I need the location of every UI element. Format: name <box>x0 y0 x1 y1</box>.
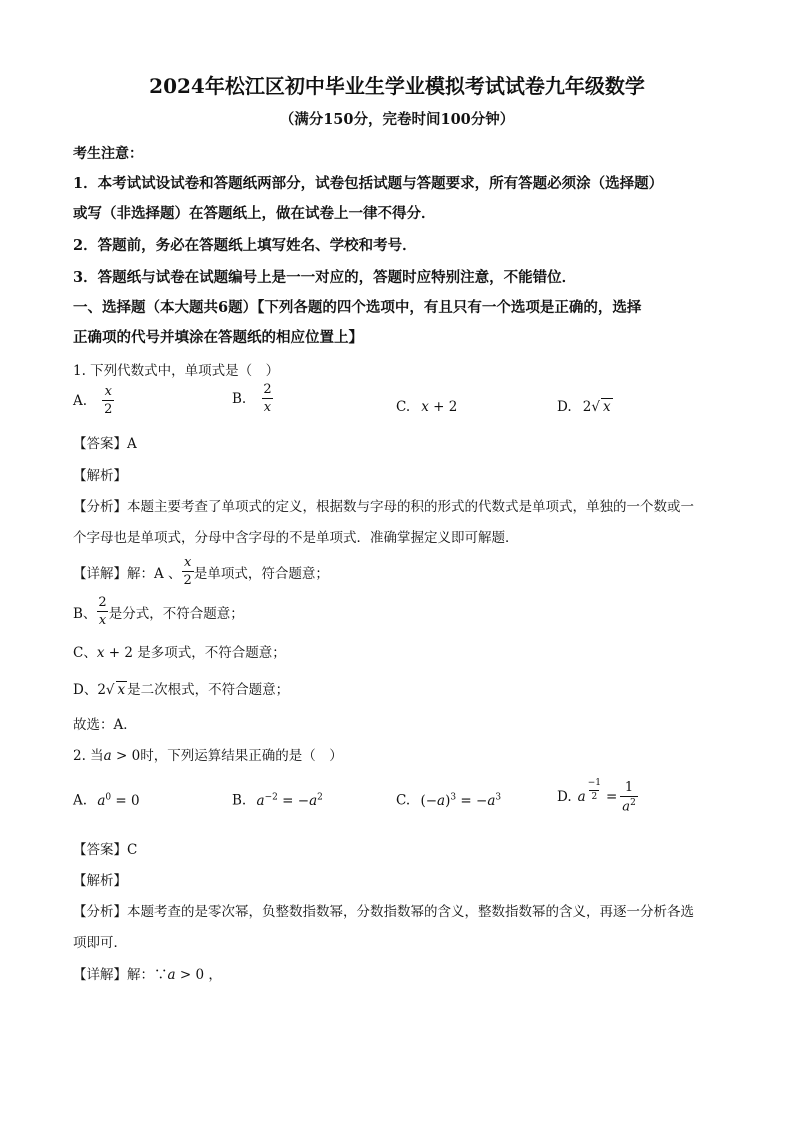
q2-option-d-exponent: $\frac{-1}{2}$ <box>587 777 601 802</box>
exam-subtitle: （满分150分，完卷时间100分钟） <box>279 111 515 128</box>
q1-option-a-label: A. <box>73 393 88 409</box>
q2-answer <box>73 838 137 858</box>
q1-option-b <box>232 383 274 414</box>
q1-detail-d: D、2√ x 是二次根式，不符合题意； <box>73 682 290 698</box>
notice-line-3: 3．答题纸与试卷在试题编号上是一一对应的，答题时应特别注意，不能错位． <box>73 269 577 286</box>
q2-detail-text: 解：∵ <box>127 967 168 983</box>
q1-option-a <box>73 385 114 416</box>
q1-detail-b-pre: B、 <box>73 605 97 622</box>
q1-detail-a-post: 是单项式，符合题意； <box>193 565 329 582</box>
q2-option-d: D. a $\frac{-1}{2}$ = $\frac{1}{a^2}$ <box>557 777 636 815</box>
q1-detail-b <box>73 596 244 627</box>
q1-option-b-fraction: $\frac{2}{x}$ <box>263 382 272 415</box>
q1-detail-a <box>73 556 329 587</box>
q2-detail-tag: 【详解】 <box>73 967 127 983</box>
q2-fenxi-line-2: 项即可． <box>73 935 127 951</box>
q1-option-b-label: B. <box>232 391 247 407</box>
q1-fenxi-text-1: 本题主要考查了单项式的定义，根据数与字母的积的形式的代数式是单项式，单独的一个数或一 <box>127 499 694 515</box>
q1-detail-tag: 【详解】 <box>73 565 127 582</box>
q1-option-d-label: D. <box>557 399 572 415</box>
q1-conclusion: 故选：A． <box>73 717 137 733</box>
q2-option-d-label: D. <box>557 789 572 806</box>
q1-fenxi-line-1 <box>73 495 694 515</box>
notice-line-2: 2．答题前，务必在答题纸上填写姓名、学校和考号． <box>73 237 417 254</box>
q1-detail-c-post: 是多项式，不符合题意； <box>137 645 286 661</box>
q1-option-c: C. x + 2 <box>396 399 458 415</box>
q2-fenxi-text-1: 本题考查的是零次幂，负整数指数幂，分数指数幂的含义，整数指数幂的含义，再逐一分析各选 <box>127 904 694 920</box>
notice-line-1a: 1．本考试试设试卷和答题纸两部分，试卷包括试题与答题要求，所有答题必须涂（选择题） <box>73 175 664 192</box>
q2-analysis-tag: 【解析】 <box>73 873 127 889</box>
q2-detail: 【详解】解：∵a > 0 ， <box>73 967 222 983</box>
q2-option-d-fraction: $\frac{1}{a^2}$ <box>622 780 636 815</box>
q1-stem: 1. 下列代数式中，单项式是（ ） <box>73 363 280 379</box>
q1-answer-value: A <box>127 436 137 452</box>
q2-answer-value: C <box>127 842 138 858</box>
q1-detail-a-pre: 解：A 、 <box>127 565 182 582</box>
q2-option-b-label: B. <box>232 792 247 809</box>
q1-detail-c-pre: C、 <box>73 645 97 661</box>
q2-option-c-label: C. <box>396 792 411 809</box>
q2-option-b: B. $a^{-2} = -a^2$ <box>232 792 323 809</box>
q1-detail-c: C、x + 2 是多项式，不符合题意； <box>73 645 286 661</box>
q1-detail-b-post: 是分式，不符合题意； <box>108 605 244 622</box>
q2-fenxi-line-1 <box>73 900 694 920</box>
q2-answer-tag: 【答案】 <box>73 842 127 858</box>
q1-answer-tag: 【答案】 <box>73 436 127 452</box>
notice-heading: 考生注意： <box>73 146 143 162</box>
section-1-heading-cont: 正确项的代号并填涂在答题纸的相应位置上】 <box>73 329 363 346</box>
q1-option-c-label: C. <box>396 399 411 415</box>
q2-stem: 2. 当a > 0时，下列运算结果正确的是（ ） <box>73 748 343 764</box>
q2-fenxi-tag: 【分析】 <box>73 904 127 920</box>
q1-detail-d-post: 是二次根式，不符合题意； <box>127 682 290 698</box>
section-1-heading: 一、选择题（本大题共6题）【下列各题的四个选项中，有且只有一个选项是正确的，选择 <box>73 299 642 316</box>
q1-analysis-tag: 【解析】 <box>73 468 127 484</box>
q1-option-a-fraction: $\frac{x}{2}$ <box>104 384 113 417</box>
q1-answer <box>73 432 137 452</box>
exam-title: 2024年松江区初中毕业生学业模拟考试试卷九年级数学 <box>149 74 645 98</box>
q2-stem-pre: 2. 当 <box>73 748 104 764</box>
q2-option-c: C. $(-a)^3 = -a^3$ <box>396 792 502 809</box>
q1-detail-b-fraction: $\frac{2}{x}$ <box>98 595 107 628</box>
q2-stem-post: 时，下列运算结果正确的是（ ） <box>140 748 343 764</box>
notice-line-1b: 或写（非选择题）在答题纸上，做在试卷上一律不得分． <box>73 205 436 222</box>
q1-fenxi-tag: 【分析】 <box>73 499 127 515</box>
q2-option-a: A. $a^0 = 0$ <box>73 792 140 809</box>
q1-detail-a-fraction: $\frac{x}{2}$ <box>183 555 192 588</box>
q2-option-a-label: A. <box>73 792 88 809</box>
q1-option-d: D. 2√ x <box>557 399 611 415</box>
q1-detail-d-pre: D、 <box>73 682 98 698</box>
q1-fenxi-line-2: 个字母也是单项式，分母中含字母的不是单项式．准确掌握定义即可解题． <box>73 530 519 546</box>
